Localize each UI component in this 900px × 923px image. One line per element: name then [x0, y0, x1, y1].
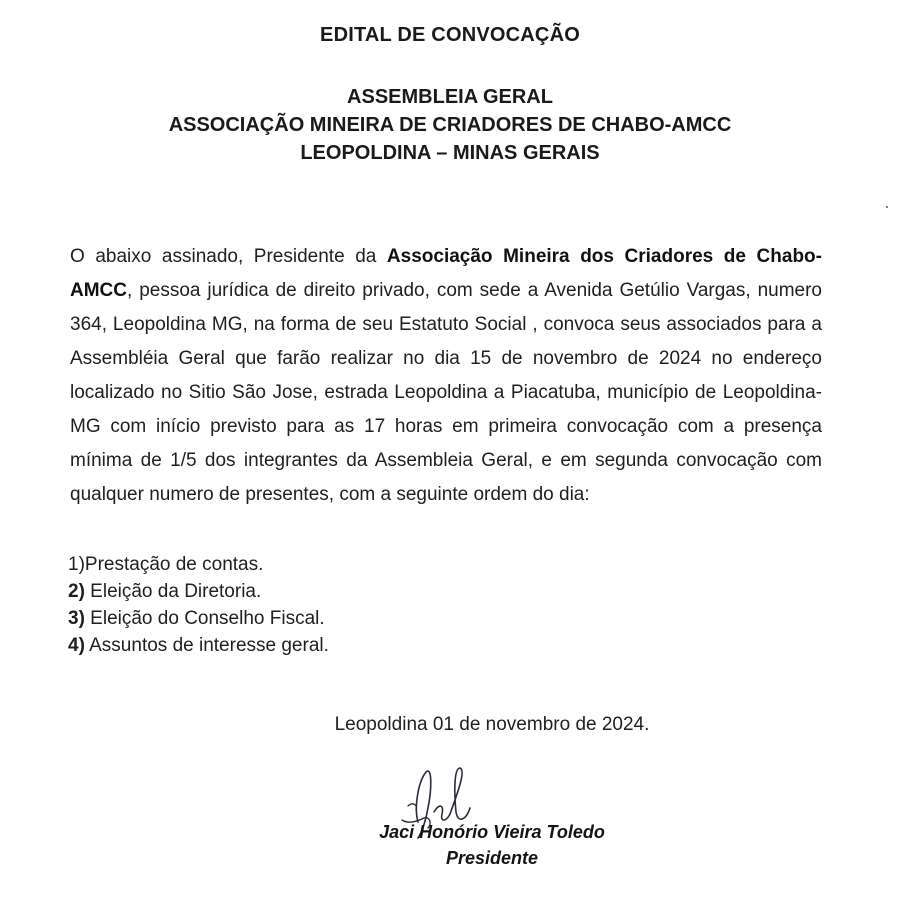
agenda-item-number: 1) — [68, 554, 85, 575]
agenda-item-text: Eleição da Diretoria. — [84, 581, 262, 602]
convocation-paragraph — [70, 240, 822, 512]
header-line-location: LEOPOLDINA – MINAS GERAIS — [300, 142, 600, 164]
agenda-item — [68, 632, 329, 659]
paragraph-text: , pessoa jurídica de direito privado, com sede a Avenida Getúlio Vargas, numero 364, Leopoldina MG, na forma de seu Estatuto Social , convoca seus associados para a Assembléia Geral que farão realizar no dia 15 de novembro de 2024 no endereço localizado no Sitio São Jose, estrada Leopoldina a Piacatuba, município de Leopoldina-MG com início previsto para as 17 horas em primeira convocação com a presença mínima de 1/5 dos integrantes da Assembleia Geral, e em segunda convocação com qualquer numero de presentes, com a seguinte ordem do dia: — [70, 280, 822, 505]
agenda-item-text: Eleição do Conselho Fiscal. — [84, 608, 325, 629]
agenda-item-number: 3) — [68, 608, 85, 629]
agenda-item-text: Assuntos de interesse geral. — [84, 635, 329, 656]
agenda-item-number: 2) — [68, 581, 85, 602]
agenda-item-text: Prestação de contas. — [84, 554, 264, 575]
paragraph-intro: O abaixo assinado, Presidente da — [70, 246, 387, 267]
date-line: Leopoldina 01 de novembro de 2024. — [334, 714, 650, 735]
document-title: EDITAL DE CONVOCAÇÃO — [320, 24, 580, 46]
agenda-list — [68, 551, 329, 659]
header-line-association: ASSOCIAÇÃO MINEIRA DE CRIADORES DE CHABO-AMCC — [168, 114, 732, 136]
scan-speck — [886, 206, 888, 208]
signature-block — [0, 819, 900, 871]
signer-role: Presidente — [445, 848, 539, 868]
agenda-item — [68, 605, 329, 632]
signer-name: Jaci Honório Vieira Toledo — [379, 822, 605, 842]
document-header — [0, 83, 900, 167]
agenda-item — [68, 551, 329, 578]
header-line-assembly: ASSEMBLEIA GERAL — [347, 86, 553, 108]
agenda-item — [68, 578, 329, 605]
agenda-item-number: 4) — [68, 635, 85, 656]
organization-name: Associação Mineira dos Criadores de Chabo-AMCC — [70, 246, 822, 301]
